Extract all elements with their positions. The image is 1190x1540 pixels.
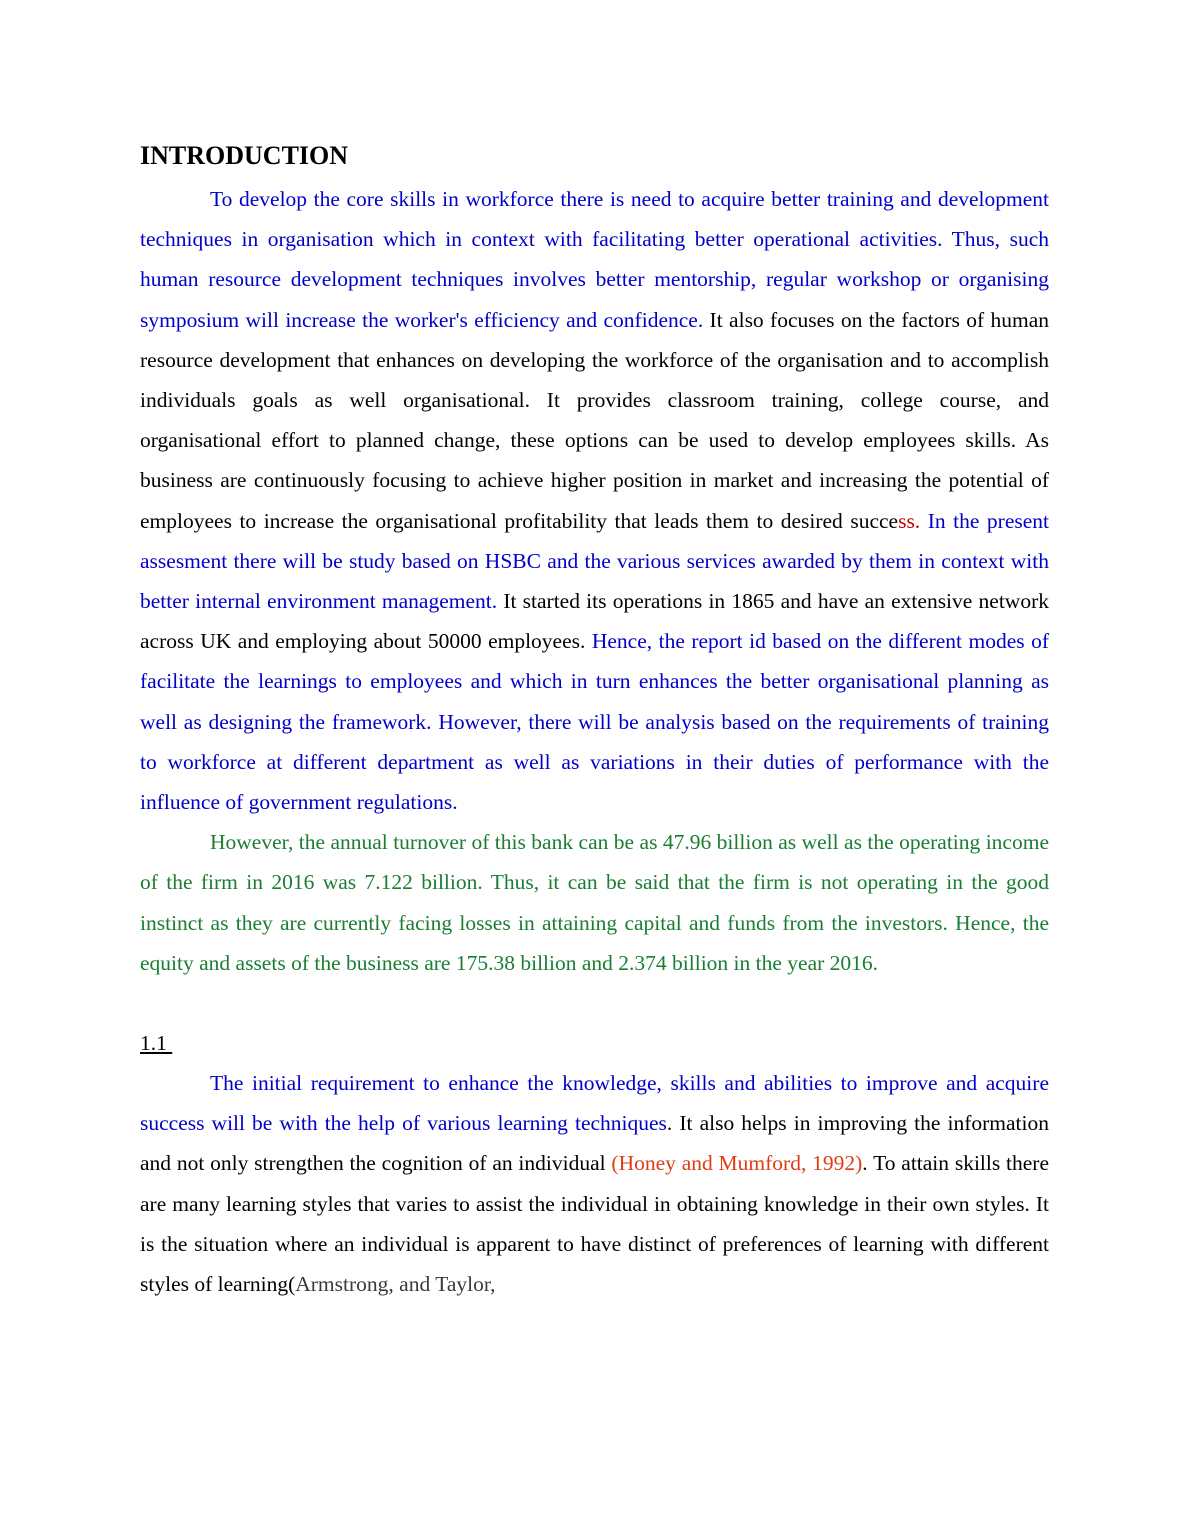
citation-armstrong-taylor: Armstrong, and Taylor, [295,1272,496,1297]
intro-sentence-5: It started its operations in 1865 and have an extensive network across UK and employing about 50000 employees. [140,589,1049,654]
intro-sentence-3: ss. [898,508,921,533]
page-title: INTRODUCTION [140,141,349,170]
intro-sentence-1: To develop the core skills in workforce there is need to acquire better training and development techniques in organisation which in context with facilitating better operational activities. Thus, such human resource development techniques involves better mentorship, regular workshop or organising symposium will increase the worker's efficiency and confidence. [140,187,1049,332]
section-sentence-1: The initial requirement to enhance the knowledge, skills and abilities to improve and acquire success will be with the help of various learning techniques [140,1071,1049,1136]
intro-paragraph [140,179,1049,822]
section-sentence-2: . It also helps in improving the information and not only strengthen the cognition of an individual [140,1111,1049,1176]
citation-honey-mumford: (Honey and Mumford, 1992) [611,1151,863,1176]
finance-paragraph: However, the annual turnover of this bank can be as 47.96 billion as well as the operating income of the firm in 2016 was 7.122 billion. Thus, it can be said that the firm is not operating in the good instinct as they are currently facing losses in attaining capital and funds from the investors. Hence, the equity and assets of the business are 175.38 billion and 2.374 billion in the year 2016. [140,830,1049,975]
intro-sentence-4: In the present assesment there will be study based on HSBC and the various services awarded by them in context with better internal environment management. [140,508,1049,614]
document-page [140,137,1049,1304]
section-paragraph [140,1063,1049,1304]
section-number: 1.1 [140,1031,173,1056]
intro-sentence-6: Hence, the report id based on the different modes of facilitate the learnings to employees and which in turn enhances the better organisational planning as well as designing the framework. However, there will be analysis based on the requirements of training to workforce at different department as well as variations in their duties of performance with the influence of government regulations. [140,629,1049,815]
intro-sentence-2: It also focuses on the factors of human resource development that enhances on developing the workforce of the organisation and to accomplish individuals goals as well organisational. It provides classroom training, college course, and organisational effort to planned change, these options can be used to develop employees skills. As business are continuously focusing to achieve higher position in market and increasing the potential of employees to increase the organisational profitability that leads them to desired succe [140,307,1050,533]
blank-line [140,983,1049,1023]
section-sentence-4: . To attain skills there are many learning styles that varies to assist the individual in obtaining knowledge in their own styles. It is the situation where an individual is apparent to have distinct of preferences of learning with different styles of learning( [140,1151,1050,1297]
